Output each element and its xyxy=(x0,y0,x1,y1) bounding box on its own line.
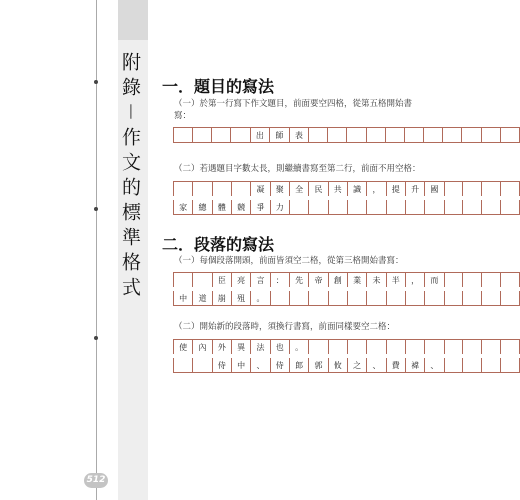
grid-cell xyxy=(463,273,482,290)
grid-cell xyxy=(463,289,482,306)
grid-cell xyxy=(174,273,193,290)
grid-cell xyxy=(309,289,328,306)
grid-cell: 內 xyxy=(193,340,212,357)
grid-cell: 侍 xyxy=(270,356,289,373)
grid-cell xyxy=(367,340,386,357)
grid-cell xyxy=(482,198,501,215)
grid-cell xyxy=(463,182,482,199)
grid-cell xyxy=(328,198,347,215)
grid-row xyxy=(174,289,520,306)
grid-cell: 之 xyxy=(347,356,366,373)
grid-cell xyxy=(405,198,424,215)
grid-cell xyxy=(193,182,212,199)
instruction-note: （二）若遇題目字數太長，則繼續書寫至第二行，前面不用空格： xyxy=(174,164,421,174)
binding-dot xyxy=(94,336,98,340)
section-heading-title: 一．題目的寫法 xyxy=(162,77,275,96)
grid-cell xyxy=(444,198,463,215)
grid-cell xyxy=(501,340,520,357)
grid-cell xyxy=(231,128,250,143)
grid-cell xyxy=(270,289,289,306)
grid-row xyxy=(174,198,520,215)
grid-cell: 凝 xyxy=(251,182,270,199)
grid-cell: 也 xyxy=(270,340,289,357)
grid-cell: 家 xyxy=(174,198,193,215)
grid-cell xyxy=(482,182,501,199)
grid-cell: ， xyxy=(367,182,386,199)
grid-cell xyxy=(328,289,347,306)
grid-cell xyxy=(501,198,520,215)
grid-cell xyxy=(425,289,444,306)
grid-cell: 。 xyxy=(289,340,308,357)
grid-cell xyxy=(309,128,328,143)
grid-cell xyxy=(405,289,424,306)
grid-cell xyxy=(174,356,193,373)
grid-cell xyxy=(193,273,212,290)
grid-cell xyxy=(212,182,231,199)
grid-cell: 、 xyxy=(251,356,270,373)
grid-cell xyxy=(501,182,520,199)
grid-cell xyxy=(444,182,463,199)
sidebar-title: 附錄－作文的標準格式 xyxy=(119,52,141,303)
grid-cell: 體 xyxy=(212,198,231,215)
grid-cell: 使 xyxy=(174,340,193,357)
grid-cell: 識 xyxy=(347,182,366,199)
grid-cell: 出 xyxy=(250,128,270,143)
grid-cell: 民 xyxy=(309,182,328,199)
grid-cell: 殂 xyxy=(231,289,250,306)
grid-cell xyxy=(443,128,462,143)
grid-cell xyxy=(405,340,424,357)
grid-cell: 褘 xyxy=(405,356,424,373)
grid-cell xyxy=(231,182,250,199)
grid-cell xyxy=(463,356,482,373)
grid-cell xyxy=(481,128,500,143)
grid-cell: 異 xyxy=(231,340,250,357)
grid-cell xyxy=(174,182,193,199)
binding-dot xyxy=(94,207,98,211)
grid-cell: 創 xyxy=(328,273,347,290)
page-number: 512 xyxy=(84,473,108,488)
grid-cell xyxy=(444,356,463,373)
grid-cell: 先 xyxy=(289,273,308,290)
grid-cell xyxy=(289,198,308,215)
grid-cell xyxy=(444,273,463,290)
grid-cell xyxy=(328,128,347,143)
sidebar-band-top xyxy=(118,0,148,40)
grid-cell xyxy=(462,128,481,143)
grid-cell xyxy=(425,198,444,215)
grid-cell xyxy=(386,289,405,306)
grid-cell xyxy=(444,289,463,306)
grid-row xyxy=(174,128,520,143)
grid-cell: 國 xyxy=(425,182,444,199)
grid-cell: 提 xyxy=(386,182,405,199)
grid-cell xyxy=(482,289,501,306)
grid-cell: 道 xyxy=(193,289,212,306)
grid-cell xyxy=(444,340,463,357)
grid-cell xyxy=(193,356,212,373)
grid-cell: ， xyxy=(405,273,424,290)
grid-cell xyxy=(328,340,347,357)
grid-cell xyxy=(289,289,308,306)
grid-cell: 業 xyxy=(347,273,366,290)
grid-cell: 師 xyxy=(270,128,290,143)
instruction-note: （二）開始新的段落時，須換行書寫，前面同樣要空二格： xyxy=(174,322,396,332)
grid-cell: 費 xyxy=(386,356,405,373)
grid-cell: 共 xyxy=(328,182,347,199)
grid-cell xyxy=(347,289,366,306)
page-edge-line xyxy=(96,0,97,500)
instruction-note: （一）每個段落開頭，前面皆須空二格，從第三格開始書寫： xyxy=(174,256,404,266)
grid-cell: 侍 xyxy=(212,356,231,373)
grid-cell: 全 xyxy=(289,182,308,199)
grid-cell xyxy=(385,128,404,143)
grid-cell xyxy=(347,198,366,215)
grid-cell xyxy=(501,356,520,373)
grid-cell: 亮 xyxy=(231,273,250,290)
binding-dot xyxy=(94,80,98,84)
section-heading-paragraph: 二．段落的寫法 xyxy=(162,235,275,254)
grid-row xyxy=(174,182,520,199)
grid-cell xyxy=(501,273,520,290)
grid-cell: ： xyxy=(270,273,289,290)
grid-cell xyxy=(367,198,386,215)
grid-cell: 力 xyxy=(270,198,289,215)
grid-cell: 表 xyxy=(289,128,309,143)
grid-cell: 帝 xyxy=(309,273,328,290)
grid-cell xyxy=(386,340,405,357)
grid-cell: 升 xyxy=(405,182,424,199)
grid-cell xyxy=(500,128,519,143)
grid-cell xyxy=(309,340,328,357)
grid-cell: 爭 xyxy=(251,198,270,215)
grid-cell xyxy=(212,128,231,143)
grid-cell xyxy=(174,128,193,143)
grid-row xyxy=(174,273,520,290)
grid-cell: 未 xyxy=(367,273,386,290)
grid-row xyxy=(174,340,520,357)
grid-cell xyxy=(404,128,423,143)
grid-cell xyxy=(367,289,386,306)
grid-cell xyxy=(366,128,385,143)
grid-cell xyxy=(463,340,482,357)
grid-cell xyxy=(424,128,443,143)
grid-cell: 崩 xyxy=(212,289,231,306)
grid-cell: 半 xyxy=(386,273,405,290)
grid-cell: 郭 xyxy=(309,356,328,373)
grid-cell: 郎 xyxy=(289,356,308,373)
grid-cell: 、 xyxy=(367,356,386,373)
grid-cell xyxy=(309,198,328,215)
grid-cell: 言 xyxy=(251,273,270,290)
grid-cell xyxy=(193,128,212,143)
grid-cell: 。 xyxy=(251,289,270,306)
grid-row xyxy=(174,356,520,373)
grid-cell: 聚 xyxy=(270,182,289,199)
grid-cell xyxy=(347,128,366,143)
grid-cell: 臣 xyxy=(212,273,231,290)
grid-cell xyxy=(482,356,501,373)
grid-cell: 中 xyxy=(231,356,250,373)
grid-cell: 攸 xyxy=(328,356,347,373)
grid-cell xyxy=(425,340,444,357)
grid-cell xyxy=(501,289,520,306)
grid-cell xyxy=(482,340,501,357)
instruction-note: （一）於第一行寫下作文題目，前面要空四格，從第五格開始書寫： xyxy=(174,99,413,121)
grid-cell: 外 xyxy=(212,340,231,357)
grid-cell: 法 xyxy=(251,340,270,357)
grid-cell xyxy=(347,340,366,357)
grid-cell xyxy=(463,198,482,215)
grid-cell: 中 xyxy=(174,289,193,306)
grid-cell: 、 xyxy=(425,356,444,373)
grid-cell xyxy=(386,198,405,215)
grid-cell: 總 xyxy=(193,198,212,215)
grid-cell: 而 xyxy=(425,273,444,290)
grid-cell: 競 xyxy=(231,198,250,215)
grid-cell xyxy=(482,273,501,290)
